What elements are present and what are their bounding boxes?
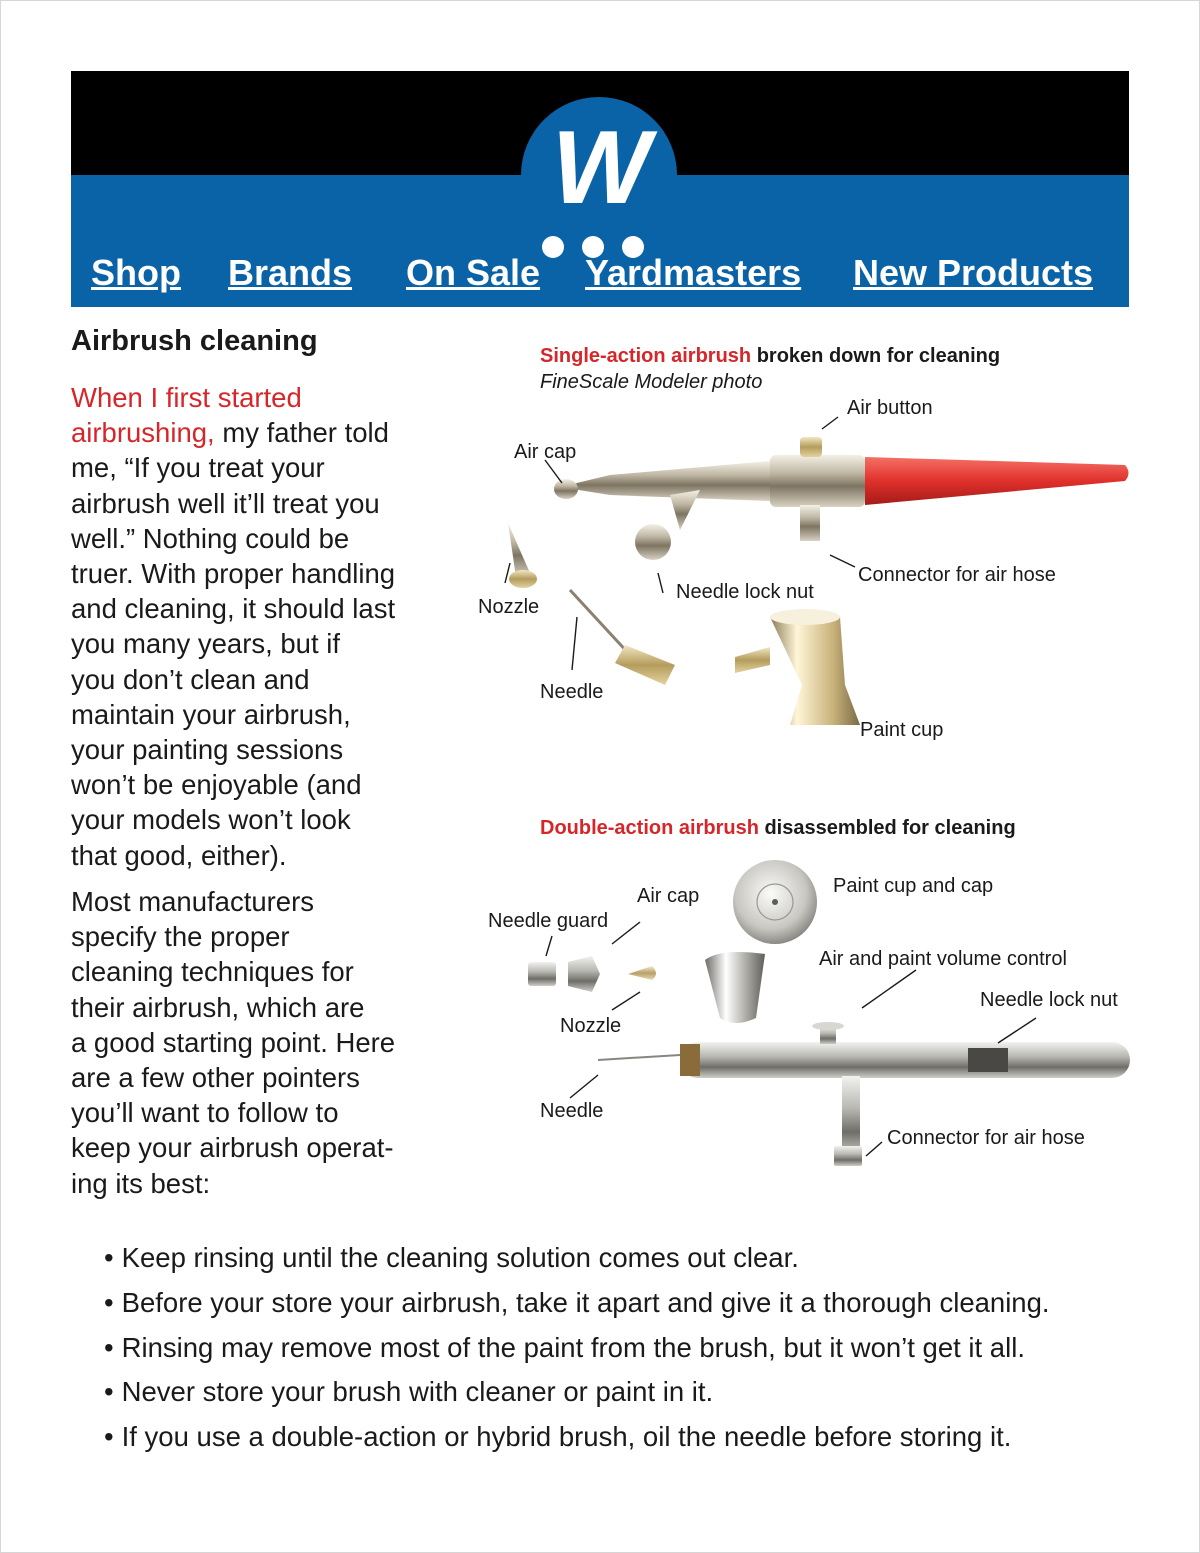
nav-link-brands[interactable]: Brands xyxy=(228,252,353,293)
nav-link-shop[interactable]: Shop xyxy=(91,252,181,293)
figure1-credit: FineScale Modeler photo xyxy=(540,371,763,393)
label-nozzle: Nozzle xyxy=(560,1015,622,1037)
paragraph-line: maintain your airbrush, xyxy=(71,698,351,730)
connector xyxy=(800,505,820,541)
connector xyxy=(842,1076,860,1156)
nozzle-part xyxy=(628,966,656,980)
list-item: • Keep rinsing until the cleaning solution comes out clear. xyxy=(104,1236,1050,1281)
paragraph-line: a good starting point. Here xyxy=(71,1026,396,1058)
paragraph-line: your models won’t look xyxy=(71,804,351,836)
paragraph-line xyxy=(71,380,431,415)
label-needle-lock-nut: Needle lock nut xyxy=(980,989,1118,1011)
nav-link-on-sale[interactable]: On Sale xyxy=(406,252,541,293)
list-item: • Rinsing may remove most of the paint from the brush, but it won’t get it all. xyxy=(104,1326,1050,1371)
paragraph-line: are a few other pointers xyxy=(71,1062,360,1094)
label-air-cap: Air cap xyxy=(637,885,700,907)
list-item: • Never store your brush with cleaner or paint in it. xyxy=(104,1370,1050,1415)
paragraph-line: that good, either). xyxy=(71,839,287,871)
nozzle-part xyxy=(508,523,530,577)
airbrush-barrel xyxy=(770,455,865,507)
caption-text: disassembled for cleaning xyxy=(758,817,1016,839)
label-paint-cup: Paint cup xyxy=(860,719,944,741)
paragraph-line: well.” Nothing could be xyxy=(71,522,350,554)
walthers-logo-icon[interactable] xyxy=(521,95,677,277)
tips-list xyxy=(104,1236,1050,1460)
paragraph-line: you many years, but if xyxy=(71,628,341,660)
list-item: • If you use a double-action or hybrid brush, oil the needle before storing it. xyxy=(104,1415,1050,1460)
label-air-cap: Air cap xyxy=(514,441,577,463)
article-heading: Airbrush cleaning xyxy=(71,325,318,357)
paragraph-line: cleaning techniques for xyxy=(71,956,354,988)
paint-cup-part xyxy=(705,952,765,1023)
line-text: my father told xyxy=(214,417,389,449)
needle-guard-part xyxy=(528,962,556,986)
paragraph-line: won’t be enjoyable (and xyxy=(71,769,362,801)
label-volume-control: Air and paint volume control xyxy=(819,948,1067,970)
paragraph-line: Most manufacturers xyxy=(71,886,315,917)
paragraph-line: and cleaning, it should last xyxy=(71,593,396,625)
header-banner xyxy=(71,71,1129,307)
label-connector-air-hose: Connector for air hose xyxy=(858,564,1056,586)
air-cap-part xyxy=(568,956,600,992)
paragraph-manufacturers xyxy=(71,884,431,1201)
paragraph-line: specify the proper xyxy=(71,921,290,953)
nav-link-new-products[interactable]: New Products xyxy=(853,252,1094,293)
needle-lock-nut-part xyxy=(968,1048,1008,1072)
paragraph-intro xyxy=(71,380,431,873)
paragraph-line: ing its best: xyxy=(71,1167,211,1199)
needle-part xyxy=(615,645,675,685)
caption-text: broken down for cleaning xyxy=(751,345,1001,367)
svg-text:W: W xyxy=(551,110,651,226)
paragraph-line: you don’t clean and xyxy=(71,663,310,695)
paragraph-line: airbrush well it’ll treat you xyxy=(71,487,380,519)
list-item: • Before your store your airbrush, take it apart and give it a thorough cleaning. xyxy=(104,1281,1050,1326)
airbrush-body xyxy=(680,1042,1130,1078)
paragraph-line: your painting sessions xyxy=(71,734,344,766)
label-needle: Needle xyxy=(540,681,604,703)
airbrush-body xyxy=(560,461,770,501)
lead-in-text: airbrushing, xyxy=(71,417,215,449)
paragraph-line: truer. With proper handling xyxy=(71,558,396,590)
paragraph-line: you’ll want to follow to xyxy=(71,1097,339,1129)
label-needle-guard: Needle guard xyxy=(488,910,609,932)
paragraph-line xyxy=(71,415,431,450)
paragraph-line: keep your airbrush operat- xyxy=(71,1132,394,1164)
air-button xyxy=(800,437,822,457)
paint-cup-part xyxy=(770,617,860,725)
label-needle: Needle xyxy=(540,1100,604,1122)
needle-lock-nut-part xyxy=(635,524,671,560)
label-paint-cup-and-cap: Paint cup and cap xyxy=(833,875,994,897)
label-air-button: Air button xyxy=(847,397,933,419)
figure2-caption xyxy=(540,817,1016,840)
paragraph-line: their airbrush, which are xyxy=(71,991,365,1023)
lead-in-text: When I first started xyxy=(71,382,302,413)
caption-highlight: Single-action airbrush xyxy=(540,345,752,367)
label-nozzle: Nozzle xyxy=(478,596,540,618)
label-connector-air-hose: Connector for air hose xyxy=(887,1127,1085,1149)
paragraph-line: me, “If you treat your xyxy=(71,452,325,484)
nav-link-yardmasters[interactable]: Yardmasters xyxy=(585,252,802,293)
caption-highlight: Double-action airbrush xyxy=(540,817,759,839)
needle-part xyxy=(598,1055,680,1060)
label-needle-lock-nut: Needle lock nut xyxy=(676,581,814,603)
red-handle xyxy=(865,457,1129,505)
figure1-caption xyxy=(540,345,1000,368)
